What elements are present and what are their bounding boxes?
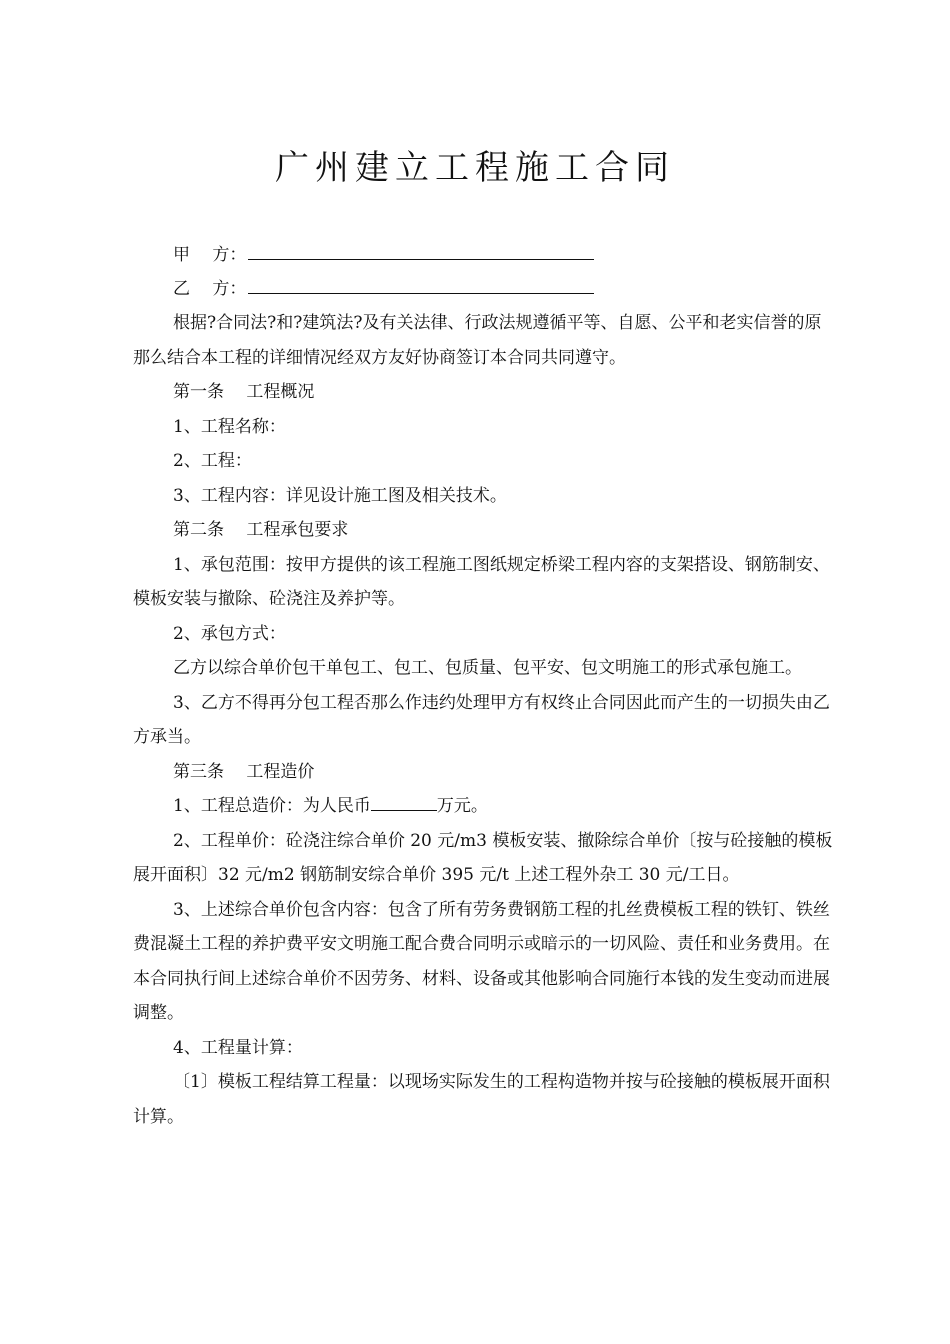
party-a-line bbox=[173, 239, 594, 269]
party-a-blank bbox=[248, 239, 594, 260]
article3-item4: 4、工程量计算： bbox=[173, 1037, 303, 1058]
article3-item1 bbox=[133, 789, 833, 824]
article3-item4-sub1: 〔1〕模板工程结算工程量：以现场实际发生的工程构造物并按与砼接触的模板展开面积计算。 bbox=[133, 1072, 830, 1127]
party-a-label: 甲 方： bbox=[173, 245, 247, 265]
contract-body bbox=[133, 306, 833, 1134]
party-b-line bbox=[173, 273, 594, 303]
article3-item1-prefix: 1、工程总造价：为人民币 bbox=[173, 796, 371, 816]
article2-item3: 3、乙方不得再分包工程否那么作违约处理甲方有权终止合同因此而产生的一切损失由乙方承当。 bbox=[133, 692, 830, 747]
document-title: 广州建立工程施工合同 bbox=[275, 148, 675, 188]
party-b-blank bbox=[248, 273, 594, 294]
article1-item3: 3、工程内容：详见设计施工图及相关技术。 bbox=[173, 485, 507, 506]
article1-item1: 1、工程名称： bbox=[173, 416, 286, 437]
article1-heading: 第一条 工程概况 bbox=[173, 382, 315, 402]
total-price-blank bbox=[371, 794, 437, 811]
article3-item2: 2、工程单价：砼浇注综合单价 20 元/m3 模板安装、撤除综合单价〔按与砼接触的模板展开面积〕32 元/m2 钢筋制安综合单价 395 元/t 上述工程外杂工 30 元/工日。 bbox=[133, 830, 833, 885]
article3-heading: 第三条 工程造价 bbox=[173, 761, 315, 782]
party-b-label: 乙 方： bbox=[173, 279, 247, 299]
article2-item2: 2、承包方式： bbox=[173, 623, 286, 644]
article3-item3: 3、上述综合单价包含内容：包含了所有劳务费钢筋工程的扎丝费模板工程的铁钉、铁丝费混凝土工程的养护费平安文明施工配合费合同明示或暗示的一切风险、责任和业务费用。在本合同执行间上述综合单价不因劳务、材料、设备或其他影响合同施行本钱的发生变动而进展调整。 bbox=[133, 899, 830, 1023]
article1-item2: 2、工程： bbox=[173, 451, 252, 471]
article2-item1: 1、承包范围：按甲方提供的该工程施工图纸规定桥梁工程内容的支架搭设、钢筋制安、模板安装与撤除、砼浇注及养护等。 bbox=[133, 554, 830, 609]
preamble-paragraph: 根据?合同法?和?建筑法?及有关法律、行政法规遵循平等、自愿、公平和老实信誉的原那么结合本工程的详细情况经双方友好协商签订本合同共同遵守。 bbox=[133, 313, 822, 368]
article2-heading: 第二条 工程承包要求 bbox=[173, 520, 349, 540]
article3-item1-suffix: 万元。 bbox=[436, 796, 488, 816]
article2-item2-detail: 乙方以综合单价包干单包工、包工、包质量、包平安、包文明施工的形式承包施工。 bbox=[173, 658, 802, 678]
